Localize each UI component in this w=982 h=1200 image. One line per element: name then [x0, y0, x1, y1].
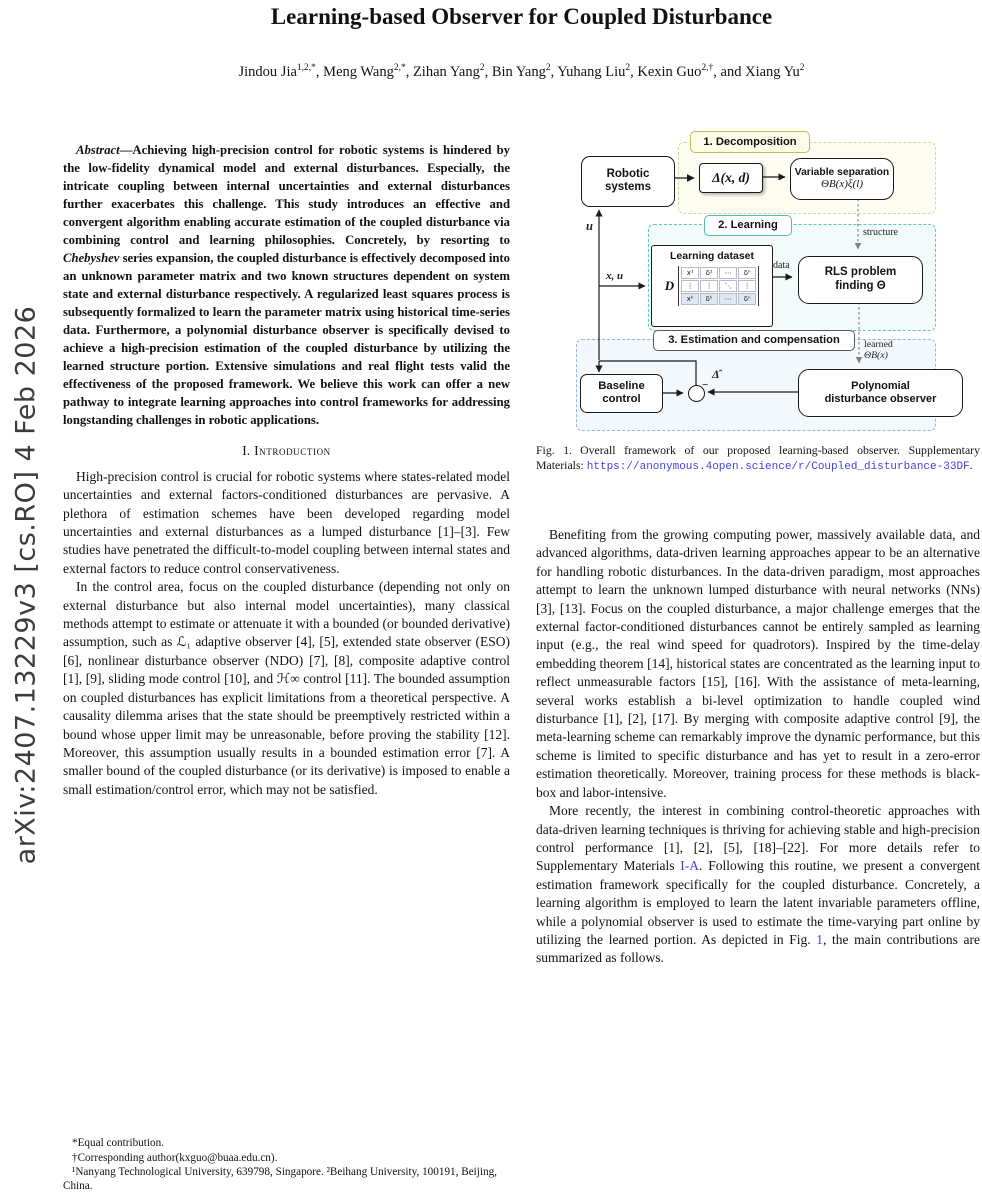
rls-line-2: finding Θ [835, 279, 886, 292]
right-column [536, 127, 980, 1197]
footnote-corresponding-author: †Corresponding author(kxguo@buaa.edu.cn). [72, 1151, 278, 1164]
dataset-cell: ⋮ [738, 280, 756, 292]
paper-title: Learning-based Observer for Coupled Disturbance [270, 4, 773, 29]
state-input-label: x, u [606, 269, 624, 282]
dataset-cell: δⁿ [738, 293, 756, 305]
control-input-label: u [586, 218, 593, 233]
section-heading-introduction [63, 443, 510, 459]
rls-line-1: RLS problem [824, 266, 897, 279]
variable-separation-title: Variable separation [794, 167, 890, 179]
section-number: I. [242, 442, 251, 458]
paper-authors [63, 63, 980, 81]
minus-sign: − [702, 378, 709, 391]
disturbance-estimate-label: Δ̂ [712, 366, 720, 381]
supplementary-materials-link[interactable]: https://anonymous.4open.science/r/Coupled_disturbance-33DF [586, 461, 970, 474]
author-text: , Yuhang Liu [550, 63, 626, 80]
structure-arrow-label: structure [863, 226, 898, 238]
dataset-cell: ⋱ [719, 280, 737, 292]
paragraph-text: . Following this routine, we present a convergent estimation framework specifically for the coupled disturbance. Concretely, a learning algorithm is employed to learn the latent invariable parameters offline, while a polynomial observer is used to estimate the time-varying part online by utilizing the learned portion. As depicted in Fig. [536, 858, 981, 947]
footnotes [63, 1136, 510, 1197]
author-superscript: 1,2,* [296, 63, 316, 73]
variable-separation-box [790, 158, 894, 200]
two-column-layout [63, 127, 980, 1197]
baseline-control-box: Baseline control [580, 374, 663, 413]
rls-problem-box [798, 256, 923, 304]
figure-caption-tag: Fig. 1. [536, 442, 573, 457]
author-text: , and Xiang Yu [713, 63, 800, 80]
author-superscript: 2 [625, 63, 631, 73]
figure-caption [536, 443, 980, 476]
estimation-group-label: 3. Estimation and compensation [653, 330, 855, 351]
dataset-cell: ⋮ [681, 280, 699, 292]
dataset-matrix [665, 266, 759, 306]
author-text: , Meng Wang [315, 63, 394, 80]
decomposition-group-label: 1. Decomposition [690, 131, 810, 153]
author-text: , Bin Yang [484, 63, 546, 80]
learned-structure-label [864, 339, 893, 361]
intro-paragraph-1: High-precision control is crucial for robotic systems where states-related model uncertainties and external factors-conditioned disturbances are pervasive. A plethora of estimation schemes have been developed regarding model uncertainties and external disturbances as a lumped disturbance [1]–[3]. Few studies have penetrated the difficult-to-model coupling between internal states and external factors to reduce control conservativeness. [63, 468, 510, 576]
author-superscript: 2,* [393, 63, 406, 73]
abstract-text: —Achieving high-precision control for robotic systems is hindered by the low-fidelity dynamical model and external disturbances. Especially, the intricate coupling between internal uncertainties and external disturbances further exacerbates this challenge. This study introduces an effective and convergent algorithm enabling accurate estimation of the coupled disturbance via combining control and learning philosophies. Concretely, by resorting to [63, 142, 510, 247]
abstract-label: Abstract [76, 142, 120, 157]
author-text: Jindou Jia [238, 63, 297, 80]
paragraph-text: More recently, the interest in combining control-theoretic approaches with data-driven learning techniques is thriving for achieving stable and high-precision control performance [1], [2], [5], [18]–[22]. For more details refer to Supplementary Materials [536, 803, 980, 874]
supplementary-section-ref-link[interactable]: I-A [680, 858, 700, 874]
abstract-emphasis: Chebyshev [63, 250, 120, 265]
footnote-equal-contribution: *Equal contribution. [72, 1137, 164, 1150]
variable-separation-formula: ΘB(x)ξ(l) [821, 178, 863, 191]
author-text: , Zihan Yang [405, 63, 480, 80]
learning-dataset-box [651, 245, 773, 327]
figure-caption-text: Overall framework of our proposed learning-based observer. Supplementary Materials: [536, 442, 981, 473]
paragraph-text: , the main contributions are summarized as follows. [536, 931, 981, 966]
author-superscript: 2 [545, 63, 551, 73]
left-column [63, 127, 510, 1197]
right-paragraph-1: Benefiting from the growing computing power, massively available data, and advanced algorithms, data-driven learning approaches appear to be an alternative for handling robotic disturbances. In the data-driven paradigm, most approaches attempt to learn the unknown lumped disturbance with neural networks (NNs) [3], [13]. Focus on the coupled disturbance, a major challenge emerges that the external factor-conditioned disturbances cannot be entirely sampled as learning input (e.g., the real wind speed for quadrotors). Inspired by the time-delay embedding theorem [14], historical states are concentrated as the learning input to reflect unmeasurable factors [15], [16]. With the assistance of meta-learning, several works establish a bi-level optimization to handle coupled wind disturbance [1], [2], [17]. By merging with composite adaptive control [9], the meta-learning scheme can remarkably improve the dynamic performance, but this scheme is limited to specific disturbance and has yet to result in a zero-error estimation theoretically. Moreover, training process for these methods is black-box and labor-intensive. [536, 527, 980, 800]
dataset-cell: ⋯ [719, 293, 737, 305]
author-superscript: 2 [799, 63, 805, 73]
footnote-affiliations: ¹Nanyang Technological University, 639798, Singapore. ²Beihang University, 100191, Beijing, China. [63, 1166, 497, 1193]
figure-1-diagram [536, 127, 980, 433]
dataset-cell: δⁿ [738, 267, 756, 279]
dataset-cell: δ¹ [700, 267, 718, 279]
polynomial-observer-box: Polynomial disturbance observer [798, 369, 963, 417]
robotic-systems-box: Robotic systems [581, 156, 675, 207]
learning-dataset-title: Learning dataset [669, 249, 755, 262]
author-superscript: 2 [479, 63, 485, 73]
learned-label-word: learned [864, 338, 893, 350]
abstract [63, 141, 510, 429]
section-title: Introduction [254, 442, 331, 458]
learning-group-label: 2. Learning [704, 215, 792, 236]
right-paragraph-2 [536, 802, 980, 968]
dataset-grid [678, 266, 759, 306]
dataset-cell: ⋯ [719, 267, 737, 279]
dataset-cell: x¹ [681, 267, 699, 279]
abstract-text: series expansion, the coupled disturbance is effectively decomposed into an unknown parameter matrix and two known structures dependent on system state and external disturbance respectively. A regularized least squares process is subsequently formalized to learn the parameter matrix using historical time-series data. Furthermore, a polynomial disturbance observer is specifically devised to achieve a high-precision estimation of the coupled disturbance by utilizing the learned structure portion. Extensive simulations and real flight tests valid the effectiveness of the proposed framework. We believe this work can offer a new pathway to integrate learning approaches into control frameworks for addressing longstanding challenges in robotic applications. [63, 250, 510, 427]
data-arrow-label: data [773, 259, 790, 271]
intro-paragraph-2: In the control area, focus on the coupled disturbance (depending not only on external disturbance but also internal model uncertainties), many classical methods attempt to estimate or attenuate it with a bounded (or bounded derivative) assumption, such as ℒ₁ adaptive observer [4], [5], extended state observer (ESO) [6], nonlinear disturbance observer (NDO) [7], [8], composite adaptive control [1], [9], sliding mode control [10], and ℋ∞ control [11]. The bounded assumption on coupled disturbances has explicit limitations from a theoretical perspective. A causality dilemma arises that the state should be preemptively restricted within a bound whose upper limit may be unreasonable, before proving the stability [12]. Moreover, this assumption usually results in a bounded estimation error [7]. A smaller bound of the coupled disturbance (or its derivative) is imposed to enable a small estimation/control error, which may not be satisfied. [63, 579, 510, 797]
figure-caption-period: . [969, 458, 973, 473]
author-text: , Kexin Guo [630, 63, 702, 80]
dataset-symbol: D [664, 277, 675, 293]
figure-1-ref-link[interactable]: 1 [816, 931, 824, 947]
coupled-disturbance-box: Δ(x, d) [699, 163, 763, 193]
arxiv-watermark: arXiv:2407.13229v3 [cs.RO] 4 Feb 2026 [10, 305, 42, 865]
author-superscript: 2,† [701, 63, 714, 73]
dataset-cell: xᵏ [681, 293, 699, 305]
dataset-cell: δᵏ [700, 293, 718, 305]
dataset-cell: ⋮ [700, 280, 718, 292]
learned-label-formula: ΘB(x) [864, 349, 888, 361]
